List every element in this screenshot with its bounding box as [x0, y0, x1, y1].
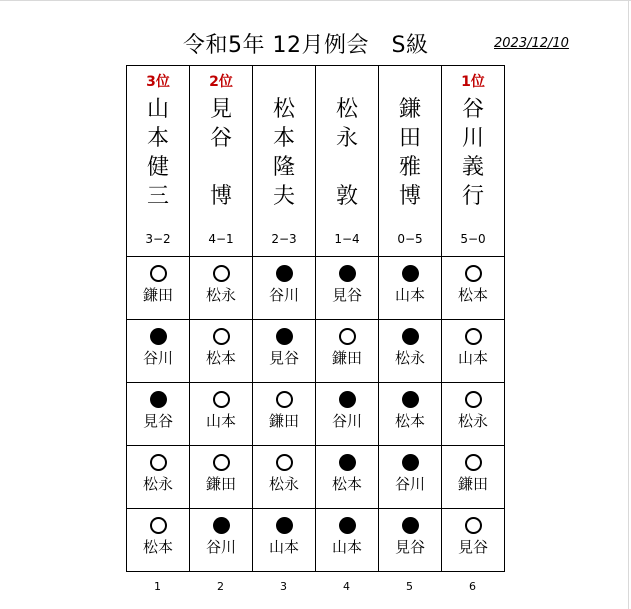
game-cell [442, 383, 505, 446]
column-number: 3 [280, 580, 287, 593]
win-circle-icon [465, 517, 482, 534]
page-top-edge [0, 0, 631, 1]
opponent-name: 谷川 [331, 412, 362, 430]
opponent-name: 見谷 [142, 412, 173, 430]
column-numbers [126, 580, 504, 593]
player-name [127, 95, 189, 211]
player-name-char: 谷 [209, 126, 232, 151]
opponent-name: 鎌田 [205, 475, 236, 493]
loss-circle-icon [339, 391, 356, 408]
round-row [127, 446, 505, 509]
round-row [127, 509, 505, 572]
opponent-name: 山本 [394, 286, 425, 304]
loss-circle-icon [339, 454, 356, 471]
player-name [253, 95, 315, 211]
player-header-cell [316, 66, 379, 257]
game-cell [379, 320, 442, 383]
game-cell [316, 320, 379, 383]
player-name-char: 隆 [272, 155, 295, 180]
opponent-name: 鎌田 [142, 286, 173, 304]
opponent-name: 山本 [331, 538, 362, 556]
loss-circle-icon [402, 265, 419, 282]
game-cell [253, 446, 316, 509]
game-cell [127, 446, 190, 509]
round-row [127, 383, 505, 446]
player-name-char: 山 [146, 97, 169, 122]
opponent-name: 見谷 [331, 286, 362, 304]
win-circle-icon [465, 328, 482, 345]
player-rank: 3位 [146, 74, 170, 90]
opponent-name: 谷川 [268, 286, 299, 304]
win-circle-icon [465, 391, 482, 408]
player-header-cell [379, 66, 442, 257]
opponent-name: 山本 [268, 538, 299, 556]
opponent-name: 松本 [331, 475, 362, 493]
player-rank [253, 73, 315, 91]
opponent-name: 谷川 [205, 538, 236, 556]
opponent-name: 鎌田 [457, 475, 488, 493]
game-cell [379, 383, 442, 446]
player-rank [379, 73, 441, 91]
player-name-char: 鎌 [398, 97, 421, 122]
win-circle-icon [213, 391, 230, 408]
opponent-name: 谷川 [394, 475, 425, 493]
game-cell [442, 446, 505, 509]
player-score: 3−2 [145, 232, 171, 246]
loss-circle-icon [402, 454, 419, 471]
game-cell [190, 257, 253, 320]
opponent-name: 松永 [457, 412, 488, 430]
game-cell [316, 446, 379, 509]
loss-circle-icon [339, 517, 356, 534]
opponent-name: 鎌田 [268, 412, 299, 430]
column-number: 1 [154, 580, 161, 593]
loss-circle-icon [402, 391, 419, 408]
opponent-name: 松永 [394, 349, 425, 367]
results-table [126, 65, 505, 572]
page-title: 令和5年 12月例会 S級 [183, 33, 429, 58]
player-score: 4−1 [208, 232, 234, 246]
player-rank: 2位 [209, 74, 233, 90]
loss-circle-icon [276, 328, 293, 345]
column-number: 6 [469, 580, 476, 593]
game-cell [190, 446, 253, 509]
player-score: 2−3 [271, 232, 297, 246]
player-name-char: 行 [461, 184, 484, 209]
player-score: 5−0 [460, 232, 486, 246]
player-name-char: 健 [146, 155, 169, 180]
opponent-name: 松本 [142, 538, 173, 556]
player-name-char: 谷 [461, 97, 484, 122]
win-circle-icon [150, 454, 167, 471]
player-name-char: 夫 [272, 184, 295, 209]
round-row [127, 320, 505, 383]
player-name [442, 95, 504, 211]
event-date: 2023/12/10 [494, 36, 569, 51]
player-name-char: 義 [461, 155, 484, 180]
opponent-name: 山本 [457, 349, 488, 367]
column-number: 4 [343, 580, 350, 593]
loss-circle-icon [150, 328, 167, 345]
game-cell [127, 257, 190, 320]
game-cell [316, 257, 379, 320]
column-number: 2 [217, 580, 224, 593]
player-score: 1−4 [334, 232, 360, 246]
game-cell [316, 383, 379, 446]
player-name-char: 田 [398, 126, 421, 151]
player-rank [316, 73, 378, 91]
game-cell [253, 257, 316, 320]
player-name [190, 95, 252, 211]
loss-circle-icon [276, 517, 293, 534]
win-circle-icon [465, 454, 482, 471]
round-row [127, 257, 505, 320]
opponent-name: 松本 [205, 349, 236, 367]
player-name-char: 川 [461, 126, 484, 151]
player-name-char [316, 153, 378, 182]
loss-circle-icon [339, 265, 356, 282]
game-cell [127, 509, 190, 572]
player-name-char: 雅 [398, 155, 421, 180]
loss-circle-icon [276, 265, 293, 282]
game-cell [442, 320, 505, 383]
game-cell [190, 509, 253, 572]
opponent-name: 鎌田 [331, 349, 362, 367]
opponent-name: 松本 [457, 286, 488, 304]
opponent-name: 見谷 [394, 538, 425, 556]
game-cell [442, 257, 505, 320]
page-right-edge [628, 0, 629, 609]
player-header-cell [253, 66, 316, 257]
loss-circle-icon [402, 517, 419, 534]
player-name-char: 永 [335, 126, 358, 151]
win-circle-icon [465, 265, 482, 282]
player-name-char [190, 153, 252, 182]
game-cell [127, 320, 190, 383]
opponent-name: 山本 [205, 412, 236, 430]
opponent-name: 見谷 [268, 349, 299, 367]
win-circle-icon [150, 265, 167, 282]
opponent-name: 松永 [142, 475, 173, 493]
game-cell [253, 509, 316, 572]
player-header-cell [190, 66, 253, 257]
game-cell [253, 320, 316, 383]
game-cell [253, 383, 316, 446]
game-cell [379, 257, 442, 320]
player-name-char: 本 [272, 126, 295, 151]
player-name [316, 95, 378, 211]
player-name-char: 本 [146, 126, 169, 151]
opponent-name: 松永 [205, 286, 236, 304]
player-header-row [127, 66, 505, 257]
opponent-name: 松永 [268, 475, 299, 493]
column-number: 5 [406, 580, 413, 593]
player-name-char: 博 [209, 184, 232, 209]
win-circle-icon [213, 265, 230, 282]
game-cell [379, 446, 442, 509]
player-name-char: 松 [272, 97, 295, 122]
player-name [379, 95, 441, 211]
game-cell [379, 509, 442, 572]
win-circle-icon [339, 328, 356, 345]
opponent-name: 見谷 [457, 538, 488, 556]
game-cell [442, 509, 505, 572]
loss-circle-icon [150, 391, 167, 408]
win-circle-icon [150, 517, 167, 534]
game-cell [190, 383, 253, 446]
player-score: 0−5 [397, 232, 423, 246]
player-name-char: 見 [209, 97, 232, 122]
player-header-cell [442, 66, 505, 257]
win-circle-icon [276, 454, 293, 471]
player-name-char: 松 [335, 97, 358, 122]
player-header-cell [127, 66, 190, 257]
win-circle-icon [213, 328, 230, 345]
player-rank: 1位 [461, 74, 485, 90]
player-name-char: 博 [398, 184, 421, 209]
game-cell [127, 383, 190, 446]
loss-circle-icon [402, 328, 419, 345]
win-circle-icon [213, 454, 230, 471]
opponent-name: 松本 [394, 412, 425, 430]
loss-circle-icon [213, 517, 230, 534]
game-cell [316, 509, 379, 572]
win-circle-icon [276, 391, 293, 408]
player-name-char: 三 [146, 184, 169, 209]
opponent-name: 谷川 [142, 349, 173, 367]
game-cell [190, 320, 253, 383]
player-name-char: 敦 [335, 184, 358, 209]
